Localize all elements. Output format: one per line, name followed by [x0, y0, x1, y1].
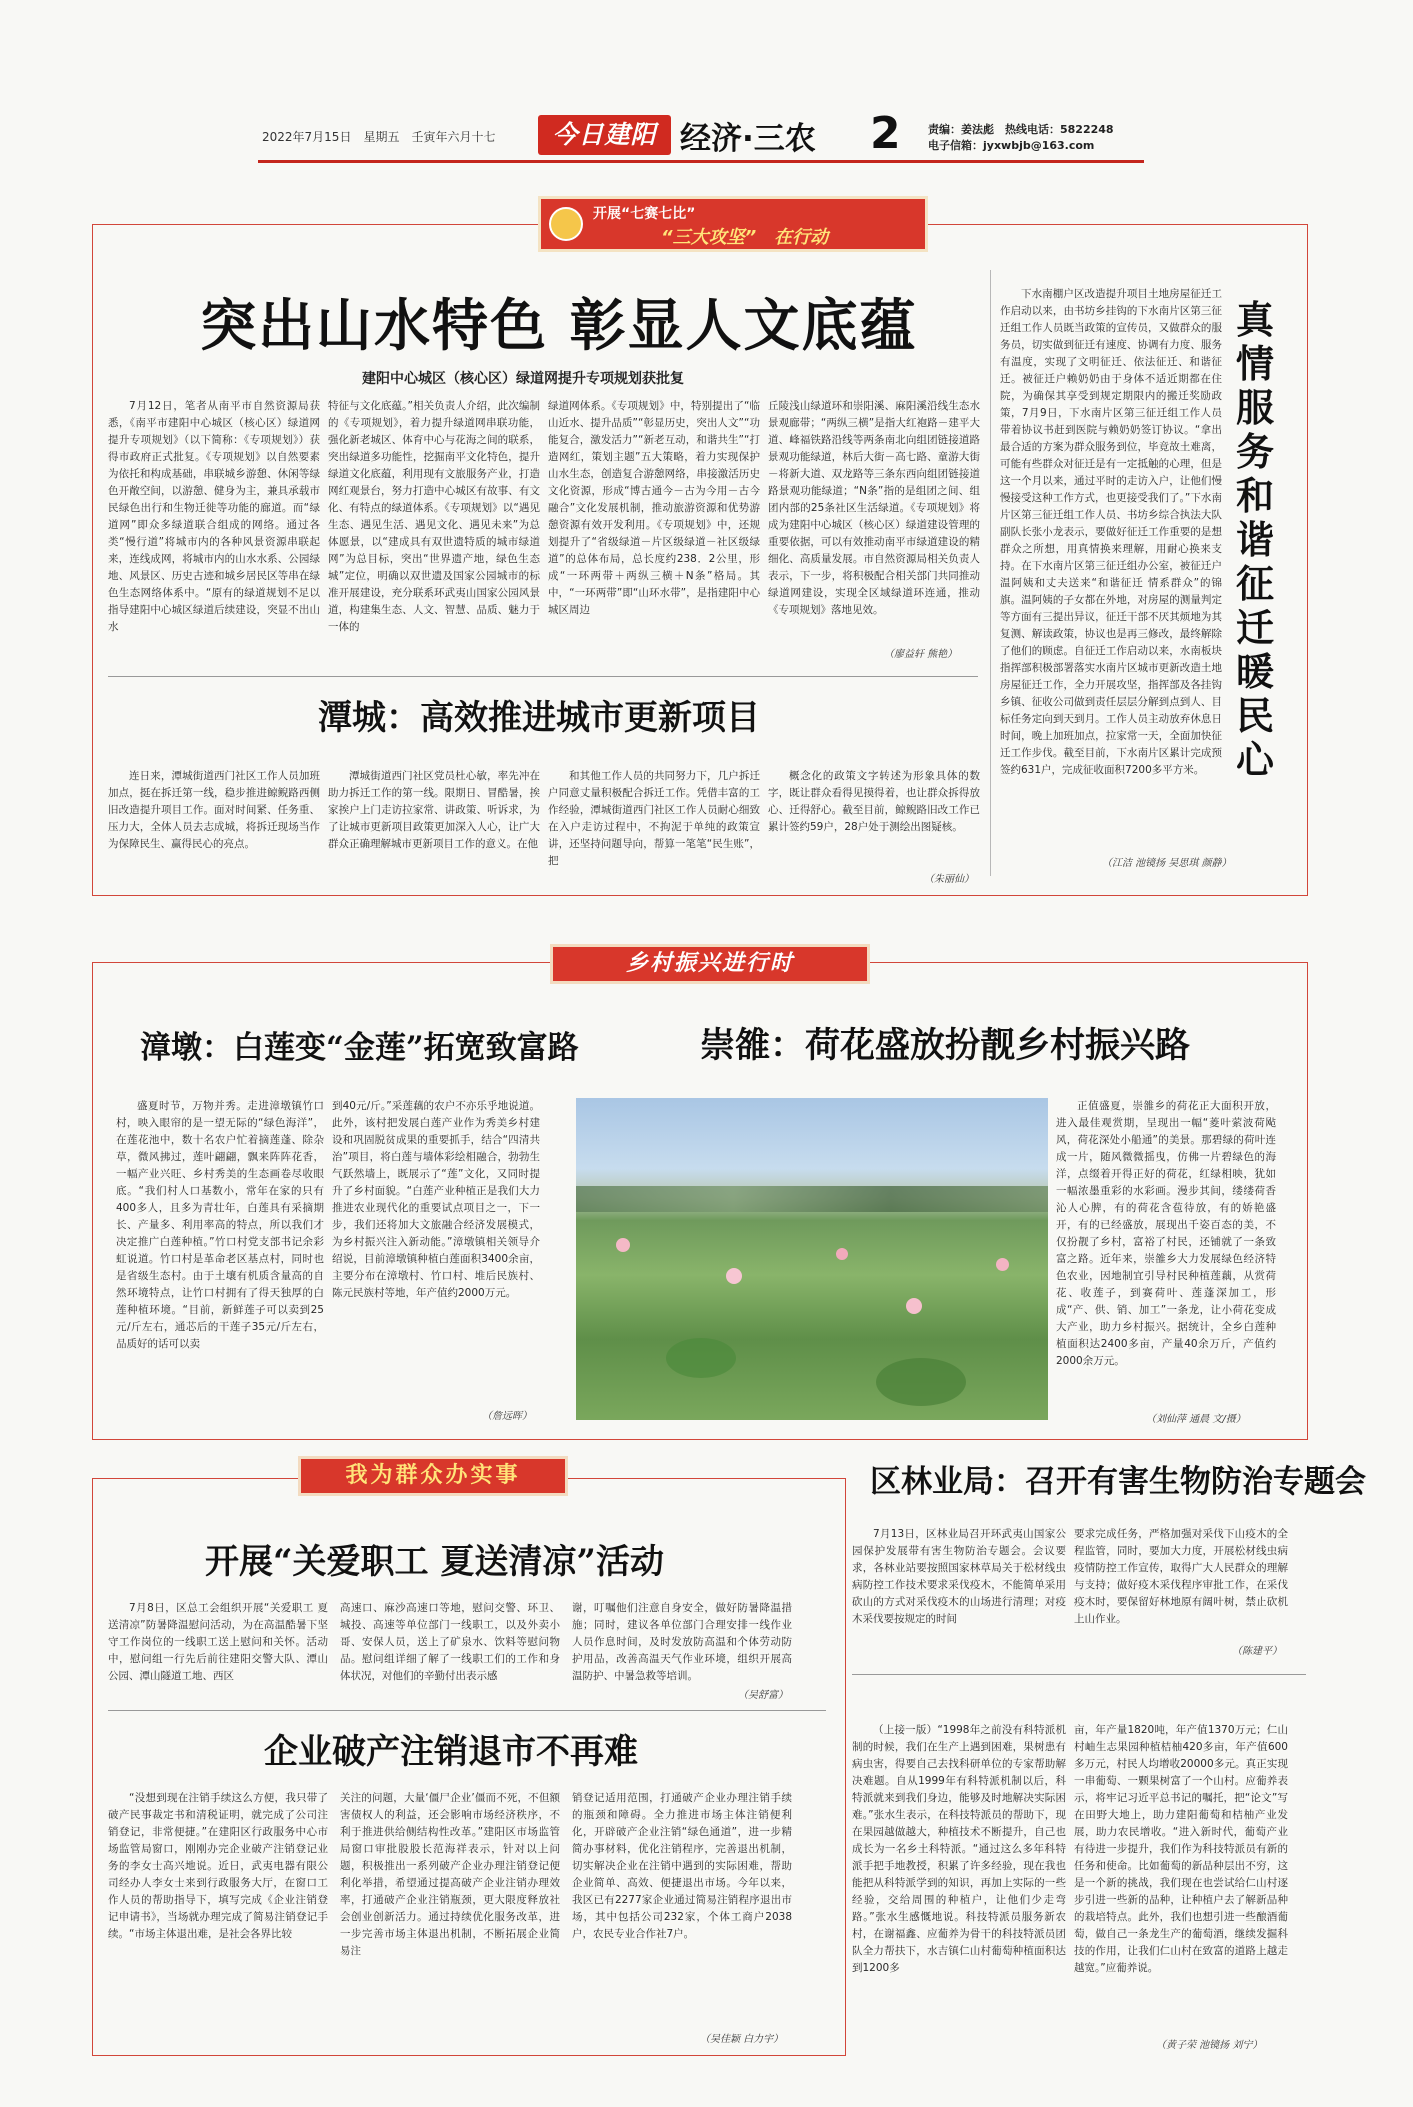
article1-col2: 特征与文化底蕴。”相关负责人介绍，此次编制的《专项规划》，着力提升绿道网串联功能，强化新老城区、体育中心与花海之间的联系，突出绿道多功能性，挖掘南平文化特色，提升绿道文化底蕴，利用现有文旅服务产业，打造网红观景台，努力打造中心城区有故事、有文化、有特点的绿道体系。《专项规划》以“遇见生态、遇见生活、遇见文化、遇见未来”为总体愿景，以“建成具有双世遗特质的城市绿道网”为总目标，突出“世界遗产地，绿色生态城”定位，明确以双世遗及国家公园城市的标准开展建设，充分联系环武夷山国家公园风景道，构建集生态、人文、智慧、品质、魅力于一体的: [328, 400, 540, 633]
article2-col1: 连日来，潭城街道西门社区工作人员加班加点，挺在拆迁第一线，稳步推进鲸鲵路西侧旧改造提升项目工作。面对时间紧、任务重、压力大，全体人员去志成城，将拆迁现场当作为保障民生、赢得民心的亮点。: [108, 770, 320, 850]
article6-col3: 销登记适用范围，打通破产企业办理注销手续的瓶颈和障碍。全力推进市场主体注销便利化，开辟破产企业注销“绿色通道”，进一步精简办事材料，优化注销程序，完善退出机制，切实解决企业在注销中遇到的实际困难，帮助企业简单、高效、便捷退出市场。今年以来，我区已有2277家企业通过简易注销程序退出市场，其中包括公司232家，个体工商户2038户，农民专业合作社7户。: [572, 1792, 792, 1940]
article6-col2: 关注的问题，大量‘僵尸企业’僵而不死，不但额害债权人的利益，还会影响市场经济秩序，不利于推进供给侧结构性改革。”建阳区市场监管局窗口审批股股长范海祥表示，针对以上问题，积极推出一系列破产企业办理注销登记便利化举措，希望通过提高破产企业注销办理效率，打通破产企业注销瓶颈，更大限度释放社会创业创新活力。通过持续优化服务改革，进一步完善市场主体退出机制，不断拓展企业简易注: [340, 1792, 560, 1957]
article7-signature: （陈建平）: [1232, 1646, 1282, 1657]
article8-signature: （黄子荣 池镜扬 刘宁）: [1156, 2040, 1263, 2051]
article8-col1: （上接一版）“1998年之前没有科特派机制的时候，我们在生产上遇到困难，果树患有病虫害，得要自己去找科研单位的专家帮助解决难题。自从1999年有科特派机制以后，科特派就来到我们身边，能够及时地解决实际困难。”张水生表示，在科技特派员的帮助下，现在果园越做越大，种植技术不断提升，自己也成长为一名乡土科特派。“通过这么多年科特派手把手地教授，积累了许多经验，现在我也能把从科特派学到的知识，再加上实际的一些经验，交给周围的种植户，让他们少走弯路。”张水生感慨地说。科技特派员服务新农村，在谢福鑫、应葡养为骨干的科技特派员团队全力帮扶下，水吉镇仁山村葡萄种植面积达到1200多: [852, 1724, 1066, 1974]
article1-col3: 绿道网体系。《专项规划》中，特别提出了“临山近水、提升品质”“彰显历史，突出人文”“功能复合，激发活力”“新老互动，和谐共生”“打造网红，策划主题”五大策略，着力实现保护山水生态，创造复合游憩网络，串接激活历史文化资源，形成“博古通今－古为今用－古今融合”文化发展机制，推动旅游资源和优势游憩资源有效开发利用。《专项规划》中，还规划提升了“省级绿道－片区级绿道－社区级绿道”的总体布局，总长度约238．2公里，形成“一环两带＋两纵三横＋N条”格局。其中，“一环两带”即“山环水带”，是指建阳中心城区周边: [548, 400, 760, 616]
article2-col4: 概念化的政策文字转述为形象具体的数字，既让群众看得见摸得着，也让群众拆得放心、迁得舒心。截至目前，鲸鲵路旧改工作已累计签约59户，28户处于测绘出图疑核。: [768, 770, 980, 833]
article2-title: 潭城：高效推进城市更新项目: [318, 698, 760, 738]
campaign-badge-icon: [549, 207, 583, 241]
article1-col1: 7月12日，笔者从南平市自然资源局获悉，《南平市建阳中心城区（核心区）绿道网提升专项规划》（以下简称：《专项规划》）获得市政府正式批复。《专项规划》以自然要素为依托和构成基础，串联城乡游憩、休闲等绿色开敞空间，以游憩、健身为主，兼具承载市民绿色出行和生物迁徙等功能的廊道。而“绿道网”即众多绿道联合组成的网络。通过各类“慢行道”将城市内的各种风景资源串联起来，连线成网，将城市内的山水水系、公园绿地、风景区、历史古迹和城乡居民区等串在绿色生态网络体系中。“原有的绿道规划不足以指导建阳中心城区绿道后续建设，突显不出山水: [108, 400, 320, 633]
sidebar-signature: （江洁 池镜扬 吴思琪 颜静）: [1102, 858, 1232, 869]
editor-line: 责编：姜法彪 热线电话：5822248: [928, 123, 1114, 136]
date-line: 2022年7月15日 星期五 壬寅年六月十七: [262, 130, 496, 144]
sidebar-text: 下水南棚户区改造提升项目土地房屋征迁工作启动以来，由书坊乡挂钩的下水南片区第三征迁组工作人员既当政策的宣传员，又做群众的服务员，切实做到征迁有速度、协调有力度、服务有温度，实现了文明征迁、依法征迁、和谐征迁。被征迁户赖奶奶由于身体不适近期都在住院，为确保其享受到规定期限内的搬迁奖励政策，7月9日，下水南片区第三征迁组工作人员带着协议书赶到医院与赖奶奶签订协议。“拿出最合适的方案为群众服务到位，毕竟故土难离，可能有些群众对征迁是有一定抵触的心理，但是这一个月以来，通过平时的走访入户，让他们慢慢接受这种工作方式，也更接受我们了。”下水南片区第三征迁组工作人员、书坊乡综合执法大队副队长张小龙表示，要做好征迁工作重要的是想群众之所想，用真情换来理解，用耐心换来支持。在下水南片区第三征迁组办公室，被征迁户温阿姨和丈夫送来“和谐征迁 情系群众”的锦旗。温阿姨的子女都在外地，对房屋的测量判定等方面有三提出异议，征迁干部不厌其烦地为其复测、解读政策，协议也是再三修改，最终解除了他们的顾虑。自征迁工作启动以来，水南板块指挥部积极部署落实水南片区城市更新改造土地房屋征迁工作，全力开展攻坚，指挥部及各挂钩乡镇、征收公司做到责任层层分解到点到人、目标任务定向到天到月。工作人员主动放弃休息日时间，晚上加班加点，拉家常一天，全面加快征迁工作步伐。截至目前，下水南片区累计完成预签约631户，完成征收面积7200多平方米。: [1000, 288, 1222, 776]
article7-title: 区林业局：召开有害生物防治专题会: [870, 1464, 1366, 1500]
campaign-banner: [538, 196, 928, 252]
newspaper-logo: 今日建阳: [538, 115, 671, 155]
article3-title: 漳墩：白莲变“金莲”拓宽致富路: [140, 1030, 579, 1066]
article5-signature: （吴舒富）: [738, 1690, 788, 1701]
masthead-rule: [258, 160, 1144, 163]
article6-col1: “没想到现在注销手续这么方便，我只带了破产民事裁定书和清税证明，就完成了公司注销登记，非常便捷。”在建阳区行政服务中心市场监管局窗口，刚刚办完企业破产注销登记业务的李女士高兴地说。近日，武夷电器有限公司经办人李女士来到行政服务大厅，在窗口工作人员的帮助指导下，填写完成《企业注销登记申请书》，当场就办理完成了简易注销登记手续。“市场主体退出难，是社会各界比较: [108, 1792, 328, 1940]
article5-col2: 高速口、麻沙高速口等地，慰问交警、环卫、城投、高速等单位部门一线职工，以及外卖小哥、安保人员，送上了矿泉水、饮料等慰问物品。慰问组详细了解了一线职工们的工作和身体状况，对他们的辛勤付出表示感: [340, 1602, 560, 1682]
article1-signature: （廖益轩 熊艳）: [884, 649, 958, 660]
article8-col2: 亩，年产量1820吨，年产值1370万元；仁山村岫生志果园种植桔柚420多亩，年产值600多万元，村民人均增收20000多元。真正实现一串葡萄、一颗果树富了一个山村。应葡养表示，将牢记习近平总书记的嘱托，把“论文”写在田野大地上，助力建阳葡萄和桔柚产业发展，助力农民增收。“进入新时代，葡萄产业有待进一步提升，我们作为科技特派员有新的任务和使命。比如葡萄的新品种层出不穷，这是一个新的挑战，我们现在也尝试给仁山村逐步引进一些新的品种，让种植户去了解新品种的栽培特点。此外，我们也想引进一些酿酒葡萄，做自己一条龙生产的葡萄酒，继续发掘科技的作用，让我们仁山村在致富的道路上越走越宽。”应葡养说。: [1074, 1724, 1288, 1974]
article4-signature: （刘仙萍 通晨 文/摄）: [1146, 1414, 1246, 1425]
service-banner-label: 我为群众办实事: [345, 1463, 521, 1488]
article1-bottom-rule: [108, 676, 978, 677]
article5-col1: 7月8日，区总工会组织开展“关爱职工 夏送清凉”防暑降温慰问活动，为在高温酷暑下坚守工作岗位的一线职工送上慰问和关怀。活动中，慰问组一行先后前往建阳交警大队、潭山公园、潭山隧道工地、西区: [108, 1602, 328, 1682]
rural-banner-label: 乡村振兴进行时: [625, 951, 794, 976]
article6-title: 企业破产注销退市不再难: [264, 1732, 638, 1772]
article1-title: 突出山水特色 彰显人文底蕴: [200, 293, 918, 359]
sidebar-title: 真情服务和谐征迁暖民心: [1236, 297, 1275, 782]
page-number: 2: [870, 108, 901, 159]
article3-signature: （詹远晖）: [482, 1411, 532, 1422]
article7-col1: 7月13日，区林业局召开环武夷山国家公园保护发展带有害生物防治专题会。会议要求，各林业站要按照国家林草局关于松材线虫病防控工作技术要求采伐疫木，不能简单采用砍山的方式对采伐疫木的山场进行清理；对疫木采伐要按规定的时间: [852, 1528, 1066, 1625]
article1-subtitle: 建阳中心城区（核心区）绿道网提升专项规划获批复: [362, 371, 684, 387]
article1-col4: 丘陵浅山绿道环和崇阳溪、麻阳溪沿线生态水景观廊带；“两纵三横”是指大红袍路－建平大道、峰福铁路沿线等两条南北向组团链接道路景观功能绿道，林后大街－高七路、童游大街－将新大道、双龙路等三条东西向组团链接道路景观功能绿道；“N条”指的是组团之间、组团内部的25条社区生活绿道。《专项规划》将成为建阳中心城区（核心区）绿道建设管理的重要依据，可以有效推动南平市绿道建设的精细化、高质量发展。市自然资源局相关负责人表示，下一步，将积极配合相关部门共同推动绿道网建设，实现全区域绿道环连通，推动《专项规划》落地见效。: [768, 400, 980, 616]
article2-signature: （朱丽仙）: [924, 874, 974, 885]
article3-col2: 到40元/斤。”采莲藕的农户不亦乐乎地说道。此外，该村把发展白莲产业作为秀美乡村建设和巩固脱贫成果的重要抓手，结合“四清共治”项目，将白莲与墙体彩绘相融合，勃勃生气跃然墙上，既展示了“莲”文化，又同时提升了乡村面貌。“白莲产业种植正是我们大力推进农业现代化的重要试点项目之一，下一步，我们还将加大文旅融合经济发展模式，为乡村振兴注入新动能。”漳墩镇相关领导介绍说，目前漳墩镇种植白莲面积3400余亩，主要分布在漳墩村、竹口村、堆后民族村、陈元民族村等地，年产值约2000万元。: [332, 1100, 540, 1299]
article5-col3: 谢，叮嘱他们注意自身安全，做好防暑降温措施；同时，建议各单位部门合理安排一线作业人员作息时间，及时发放防高温和个体劳动防护用品，改善高温天气作业环境，组织开展高温防护、中暑急救等培训。: [572, 1602, 792, 1682]
article2-col3: 和其他工作人员的共同努力下，几户拆迁户同意丈量积极配合拆迁工作。凭借丰富的工作经验，潭城街道西门社区工作人员耐心细致在入户走访过程中，不拘泥于单纯的政策宣讲，还坚持问题导向，帮算一笔笔“民生账”，把: [548, 770, 760, 867]
lotus-field-photo: [576, 1098, 1048, 1420]
article4-title: 崇雒：荷花盛放扮靓乡村振兴路: [700, 1025, 1191, 1066]
article3-col1: 盛夏时节，万物并秀。走进漳墩镇竹口村，映入眼帘的是一望无际的“绿色海洋”，在莲花池中，数十名农户忙着摘莲蓬、除杂草，微风拂过，莲叶翩翩，飘来阵阵花香，一幅产业兴旺、乡村秀美的生态画卷尽收眼底。“我们村人口基数小，常年在家的只有400多人，且多为青壮年，白莲具有采摘期长、产量多、利用率高的特点，所以我们才决定推广白莲种植。”竹口村党支部书记余彩虹说道。竹口村是革命老区基点村，同时也是省级生态村。由于土壤有机质含量高的自然环境特点，让竹口村拥有了得天独厚的白莲种植环境。“目前，新鲜莲子可以卖到25元/斤左右，通芯后的干莲子35元/斤左右，品质好的话可以卖: [116, 1100, 324, 1350]
article4-text: 正值盛夏，崇雒乡的荷花正大面积开放，进入最佳观赏期，呈现出一幅“菱叶萦波荷飐风，荷花深处小船通”的美景。那碧绿的荷叶连成一片，随风微微摇曳，仿佛一片碧绿色的海洋，点缀着开得正好的荷花，红绿相映，犹如一幅浓墨重彩的水彩画。漫步其间，缕缕荷香沁人心脾，有的荷花含苞待放，有的娇艳盛开，有的已经盛放，展现出千姿百态的美，不仅扮靓了乡村，富裕了村民，还铺就了一条致富之路。近年来，崇雒乡大力发展绿色经济特色农业，因地制宜引导村民种植莲藕，从赏荷花、收莲子，到赛荷叶、莲蓬深加工，形成“产、供、销、加工”一条龙，让小荷花变成大产业，助力乡村振兴。据统计，全乡白莲种植面积达2400多亩，产量40余万斤，产值约2000余万元。: [1056, 1100, 1276, 1367]
service-banner: [298, 1456, 568, 1496]
article7-bottom-rule: [852, 1674, 1306, 1675]
article6-signature: （吴佳颖 白力宇）: [700, 2034, 784, 2045]
sidebar-divider: [990, 270, 991, 876]
section-title: 经济·三农: [680, 121, 816, 157]
campaign-line1: 开展“七赛七比”: [593, 206, 696, 222]
campaign-line2: “三大攻坚” 在行动: [661, 227, 829, 248]
article5-title: 开展“关爱职工 夏送清凉”活动: [205, 1542, 664, 1582]
article5-bottom-rule: [108, 1710, 826, 1711]
rural-banner: [550, 944, 870, 984]
article7-col2: 要求完成任务，严格加强对采伐下山疫木的全程监管，同时，要加大力度，开展松材线虫病疫情防控工作宣传，取得广大人民群众的理解与支持；做好疫木采伐程序审批工作，在采伐疫木时，要保留好林地原有阔叶树，禁止砍机上山作业。: [1074, 1528, 1288, 1625]
email-line: 电子信箱：jyxwbjb@163.com: [928, 139, 1095, 152]
article2-col2: 潭城街道西门社区党员杜心敏，率先冲在助力拆迁工作的第一线。限期日、冒酷暑，挨家挨户上门走访拉家常、讲政策、听诉求，为了让城市更新项目政策更加深入人心，让广大群众正确理解城市更新项目工作的意义。在他: [328, 770, 540, 850]
